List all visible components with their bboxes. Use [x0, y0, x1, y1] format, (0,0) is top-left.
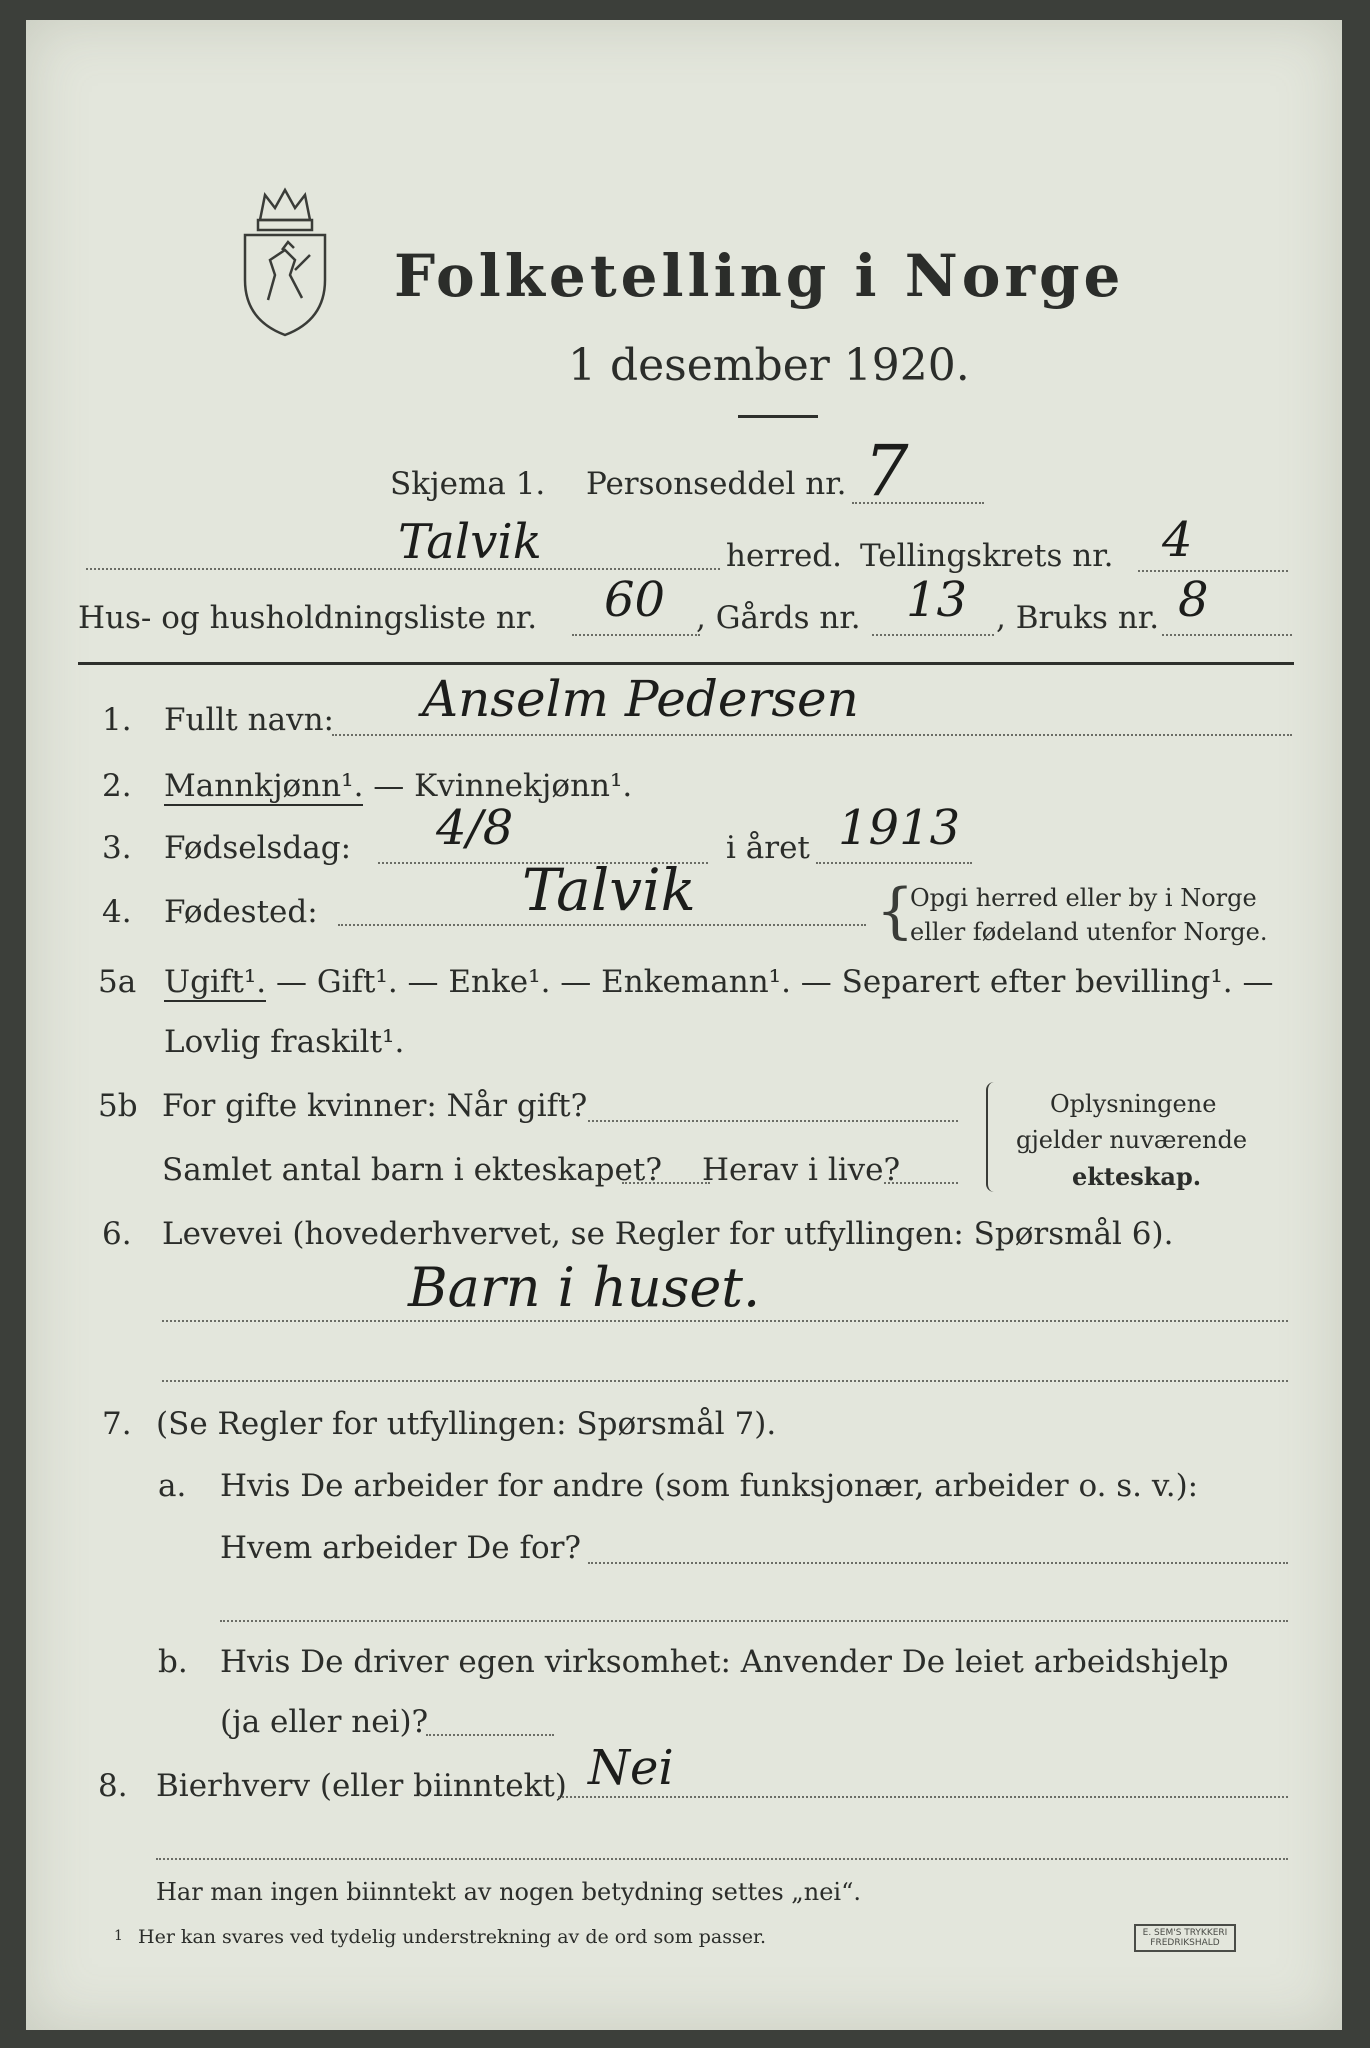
q4-line — [338, 924, 866, 926]
tellingskrets-value: 4 — [1162, 512, 1193, 568]
q5b-number: 5b — [98, 1088, 138, 1124]
bruks-line — [1162, 634, 1292, 636]
q2-male-option: Mannkjønn¹. — [164, 768, 364, 804]
q1-label: Fullt navn: — [164, 702, 334, 738]
q6-line2 — [162, 1380, 1288, 1382]
q7b-label: Hvis De driver egen virksomhet: Anvender De leiet arbeidshjelp — [220, 1644, 1229, 1680]
q5b-bracket-left — [986, 1082, 996, 1192]
q4-brace: { — [876, 876, 915, 946]
q5b-when-line — [588, 1120, 958, 1122]
personseddel-value: 7 — [864, 430, 909, 512]
q6-occupation-value: Barn i huset. — [408, 1256, 761, 1319]
gards-line — [872, 634, 994, 636]
gards-value: 13 — [906, 572, 968, 628]
q7a-label: Hvis De arbeider for andre (som funksjonær, arbeider o. s. v.): — [220, 1468, 1199, 1504]
hus-line — [572, 634, 700, 636]
q5b-children-line — [622, 1182, 710, 1184]
q8-label: Bierhverv (eller biinntekt) — [156, 1768, 567, 1804]
herred-value: Talvik — [398, 514, 542, 570]
q5b-children-label: Samlet antal barn i ekteskapet? — [162, 1152, 662, 1188]
tellingskrets-label: Tellingskrets nr. — [860, 538, 1114, 574]
q2-other-options: — Kvinnekjønn¹. — [363, 768, 633, 804]
q7a-extra-line — [220, 1620, 1288, 1622]
q5a-ugift-option: Ugift¹. — [164, 964, 267, 1000]
q3-label: Fødselsdag: — [164, 830, 352, 866]
hus-value: 60 — [604, 572, 666, 628]
q4-note-line2: eller fødeland utenfor Norge. — [910, 918, 1268, 946]
q6-number: 6. — [102, 1216, 132, 1252]
hus-label: Hus- og husholdningsliste nr. — [78, 600, 538, 636]
herred-label: herred. — [726, 538, 842, 574]
form-title: Folketelling i Norge — [394, 242, 1125, 310]
header-divider — [78, 662, 1294, 665]
q7b-line2: (ja eller nei)? — [220, 1704, 429, 1740]
q1-full-name-value: Anselm Pedersen — [422, 670, 859, 728]
q8-line — [558, 1796, 1288, 1798]
q8-secondary-income-value: Nei — [588, 1740, 674, 1796]
q4-note-line1: Opgi herred eller by i Norge — [910, 884, 1257, 912]
personseddel-label: Personseddel nr. — [586, 466, 847, 502]
q3-year-label: i året — [726, 830, 810, 866]
q6-line1 — [162, 1320, 1288, 1322]
norway-coat-of-arms-icon — [230, 180, 340, 340]
q3-birthday-value: 4/8 — [436, 800, 514, 856]
printer-stamp-line2: FREDRIKSHALD — [1150, 1938, 1220, 1948]
q5b-note-line2: gjelder nuværende — [1016, 1126, 1248, 1154]
q2-options — [164, 768, 632, 804]
personseddel-line — [852, 502, 984, 504]
footnote-mark: 1 — [114, 1928, 123, 1944]
q1-line — [332, 734, 1292, 736]
q7-number: 7. — [102, 1406, 132, 1442]
q3-number: 3. — [102, 830, 132, 866]
footnote-text: Her kan svares ved tydelig understrekning av de ord som passer. — [138, 1926, 767, 1948]
gards-label: , Gårds nr. — [696, 600, 861, 636]
q4-number: 4. — [102, 894, 132, 930]
q5b-note-line3: ekteskap. — [1072, 1162, 1202, 1191]
printer-stamp — [1134, 1924, 1236, 1952]
q7a-number: a. — [158, 1468, 187, 1504]
q5a-line2: Lovlig fraskilt¹. — [164, 1024, 405, 1060]
q4-birthplace-value: Talvik — [522, 856, 696, 924]
q5b-alive-line — [884, 1182, 958, 1184]
printer-stamp-line1: E. SEM'S TRYKKERI — [1142, 1928, 1228, 1938]
q7b-answer-line — [426, 1734, 554, 1736]
title-divider — [738, 415, 818, 418]
form-date: 1 desember 1920. — [568, 340, 970, 391]
q2-number: 2. — [102, 768, 132, 804]
q8-number: 8. — [98, 1768, 128, 1804]
bruks-label: , Bruks nr. — [996, 600, 1160, 636]
q8-line2 — [156, 1858, 1288, 1860]
q7-label: (Se Regler for utfyllingen: Spørsmål 7). — [156, 1406, 777, 1442]
q3-year-value: 1913 — [838, 800, 961, 856]
q3-year-line — [816, 862, 972, 864]
q5b-note-line1: Oplysningene — [1050, 1090, 1217, 1118]
q4-label: Fødested: — [164, 894, 318, 930]
q5a-other-options: — Gift¹. — Enke¹. — Enkemann¹. — Separert efter bevilling¹. — — [266, 964, 1274, 1000]
q5b-label: For gifte kvinner: Når gift? — [162, 1088, 588, 1124]
bruks-value: 8 — [1178, 572, 1209, 628]
q5b-alive-label: Herav i live? — [702, 1152, 901, 1188]
skjema-label: Skjema 1. — [390, 466, 546, 502]
q5a-options — [164, 964, 1273, 1000]
q6-label: Levevei (hovederhvervet, se Regler for utfyllingen: Spørsmål 6). — [162, 1216, 1174, 1252]
q7a-line2: Hvem arbeider De for? — [220, 1530, 582, 1566]
q5a-number: 5a — [98, 964, 137, 1000]
tellingskrets-line — [1138, 570, 1288, 572]
census-form-sheet — [26, 20, 1342, 2030]
q7b-number: b. — [158, 1644, 188, 1680]
q7a-employer-line — [588, 1562, 1288, 1564]
q1-number: 1. — [102, 702, 132, 738]
nei-note: Har man ingen biinntekt av nogen betydning settes „nei“. — [156, 1878, 861, 1906]
